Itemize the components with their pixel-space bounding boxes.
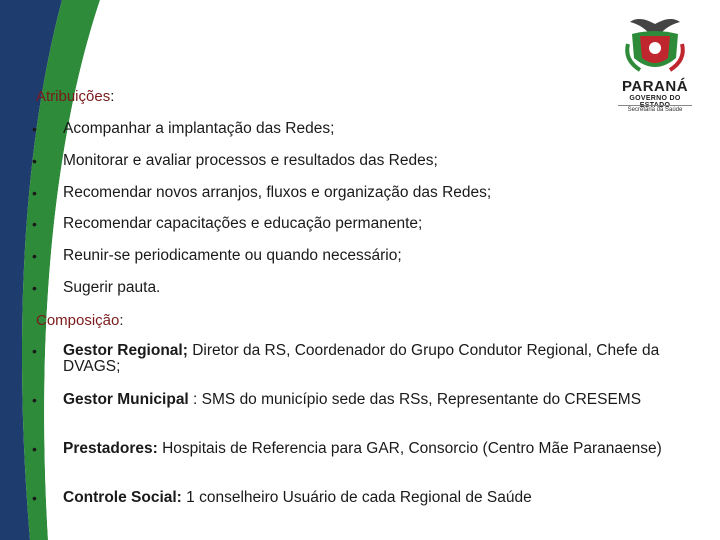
attribution-text: Acompanhar a implantação das Redes; <box>63 120 335 137</box>
bullet-icon: • <box>32 441 37 457</box>
logo-line-government: GOVERNO DO <box>629 95 681 102</box>
parana-logo <box>610 14 700 126</box>
logo-line-secretariat: Secretaria da Saúde <box>627 107 683 113</box>
composition-heading-label: Composição <box>36 312 120 329</box>
bullet-icon: • <box>32 280 37 296</box>
composition-heading-colon: : <box>119 312 124 329</box>
bullet-icon: • <box>32 121 37 137</box>
bullet-icon: • <box>32 216 37 232</box>
composition-detail: 1 conselheiro Usuário de cada Regional de Saúde <box>181 489 532 506</box>
coat-of-arms-icon <box>610 14 700 78</box>
logo-divider <box>618 105 692 106</box>
attributions-heading <box>36 88 114 105</box>
side-decoration <box>0 0 120 540</box>
attribution-text: Reunir-se periodicamente ou quando necessário; <box>63 247 402 264</box>
bullet-icon: • <box>32 343 37 359</box>
composition-text <box>63 392 663 408</box>
composition-detail: Hospitais de Referencia para GAR, Consorcio (Centro Mãe Paranaense) <box>157 440 662 457</box>
bullet-icon: • <box>32 490 37 506</box>
attribution-text: Sugerir pauta. <box>63 279 161 296</box>
composition-text <box>63 441 663 457</box>
logo-wordmark: PARANÁ <box>621 78 689 95</box>
composition-text <box>63 343 663 375</box>
attributions-heading-label: Atribuições <box>36 88 111 105</box>
composition-detail: Diretor da RS, Coordenador do Grupo Condutor Regional, Chefe da DVAGS; <box>63 342 660 375</box>
composition-role: Controle Social: <box>63 489 182 506</box>
composition-detail: : SMS do município sede das RSs, Representante do CRESEMS <box>188 391 642 408</box>
attribution-text: Recomendar capacitações e educação permanente; <box>63 215 423 232</box>
bullet-icon: • <box>32 248 37 264</box>
bullet-icon: • <box>32 153 37 169</box>
attributions-heading-colon: : <box>110 88 115 105</box>
bullet-icon: • <box>32 185 37 201</box>
attribution-text: Monitorar e avaliar processos e resultados das Redes; <box>63 152 438 169</box>
composition-role: Prestadores: <box>63 440 158 457</box>
composition-role: Gestor Regional; <box>63 342 188 359</box>
composition-role: Gestor Municipal <box>63 391 189 408</box>
composition-text <box>63 490 663 506</box>
bullet-icon: • <box>32 392 37 408</box>
attribution-text: Recomendar novos arranjos, fluxos e organização das Redes; <box>63 184 492 201</box>
composition-heading <box>36 312 124 329</box>
